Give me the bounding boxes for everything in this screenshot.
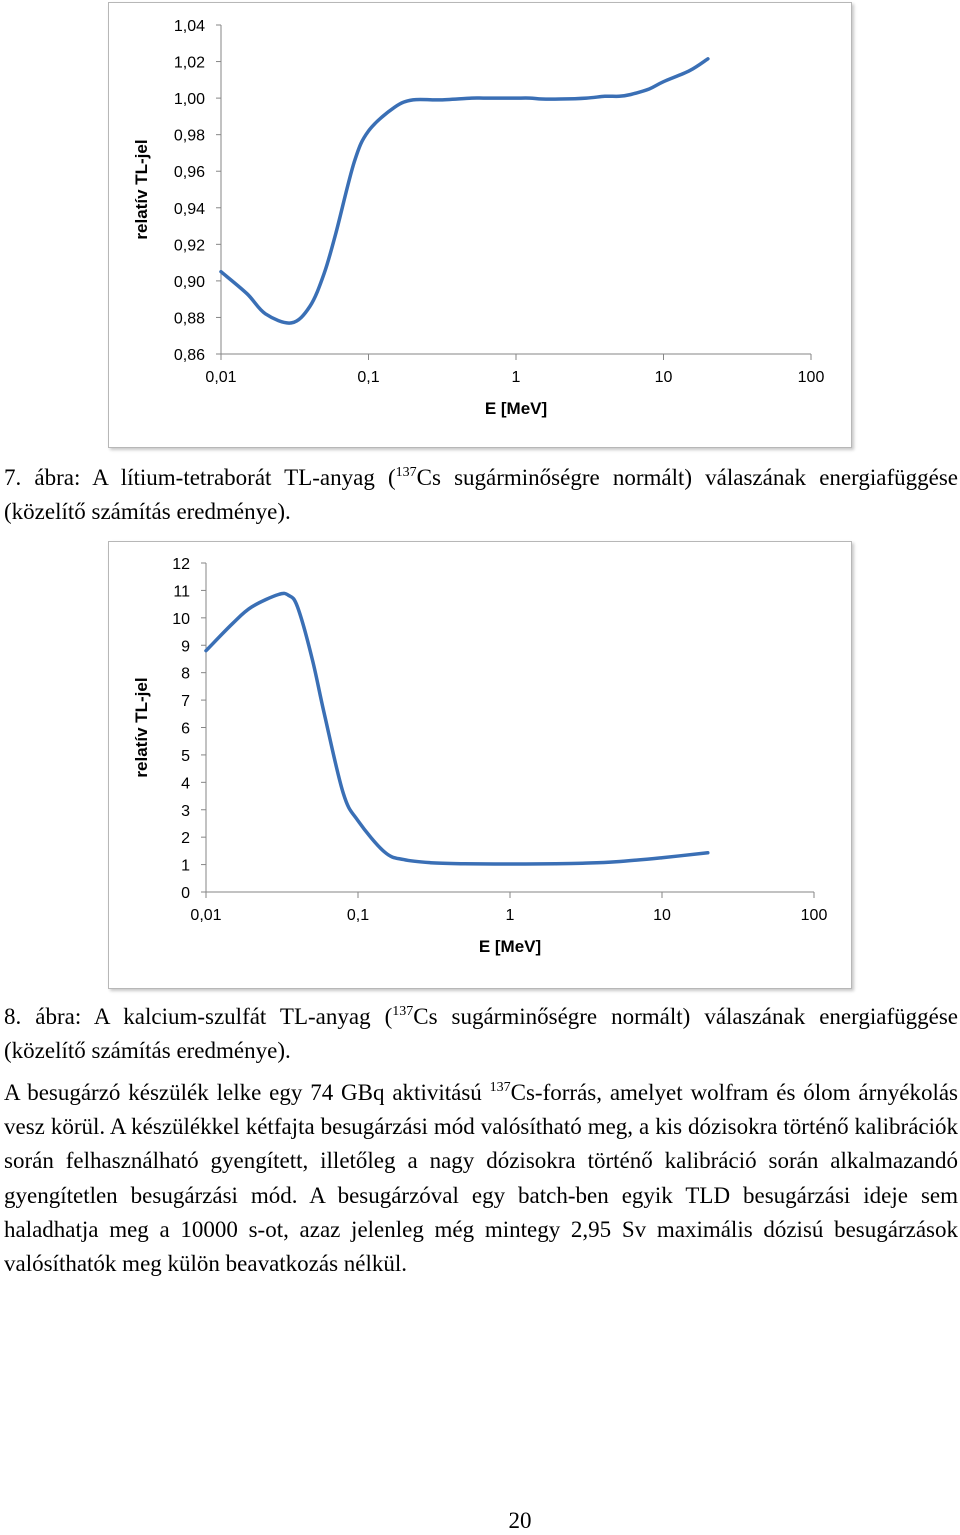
figure-7-caption-sup: 137: [395, 465, 417, 480]
data-point: [393, 106, 396, 109]
data-point: [357, 819, 360, 822]
data-point: [509, 863, 512, 866]
data-point: [231, 622, 234, 625]
body-paragraph: [4, 1076, 958, 1281]
x-axis-title: E [MeV]: [484, 399, 548, 418]
data-point: [661, 856, 664, 859]
data-point: [250, 605, 253, 608]
data-point: [648, 88, 651, 91]
y-tick-label: 0,88: [173, 310, 205, 328]
y-tick-label: 5: [181, 747, 190, 765]
data-point: [287, 594, 290, 597]
data-point: [264, 312, 267, 315]
x-tick-label: 0,1: [346, 907, 370, 924]
y-tick-label: 2: [181, 830, 190, 848]
figure-7-caption-suffix: Cs sugárminőségre normált) válaszának energiafüggése (közelítő számítás eredménye).: [4, 465, 958, 524]
x-tick-label: 0,01: [190, 907, 222, 924]
y-tick-label: 6: [181, 720, 190, 738]
data-point: [411, 98, 414, 101]
y-tick-label: 0: [181, 885, 190, 902]
y-tick-label: 0,98: [173, 127, 205, 145]
data-point: [541, 98, 544, 101]
data-point: [437, 98, 440, 101]
body-paragraph-rest: Cs-forrás, amelyet wolfram és ólom árnyékolás vesz körül. A készülékkel kétfajta besugárzási mód valósítható meg, a kis dózisokra történő kalibrációk során felhasználható gyengített, illetőleg a nagy dózisokra történő kalibráció során alkalmazandó gyengítetlen besugárzási mód. A besugárzóval egy batch-ben egyik TLD besugárzási ideje sem haladhatja meg a 10000 s-ot, azaz jelenleg még mintegy 2,95 Sv maximális dózisú besugárzások valósíthatók meg külön beavatkozás nélkül.: [4, 1080, 959, 1277]
figure-7-caption-prefix: 7. ábra: A lítium-tetraborát TL-anyag (: [4, 465, 396, 490]
data-point: [559, 98, 562, 101]
data-point: [323, 272, 326, 275]
data-point: [581, 862, 584, 865]
y-tick-label: 0,96: [173, 164, 205, 182]
data-point: [246, 292, 249, 295]
y-tick-label: 1,02: [173, 54, 205, 72]
chart-2-svg: [109, 542, 851, 988]
body-paragraph-start: A besugárzó készülék lelke egy 74 GBq aktivitású: [4, 1080, 490, 1105]
data-point: [367, 130, 370, 133]
y-tick-label: 9: [181, 638, 190, 656]
data-point: [353, 161, 356, 164]
y-tick-label: 3: [181, 802, 190, 820]
x-tick-label: 1: [505, 907, 515, 924]
data-point: [688, 69, 691, 72]
y-tick-label: 8: [181, 665, 190, 683]
y-tick-label: 0,90: [173, 273, 205, 291]
data-point: [296, 605, 299, 608]
data-point: [706, 57, 709, 60]
data-point: [463, 862, 466, 865]
data-point: [220, 270, 223, 273]
y-tick-label: 7: [181, 693, 190, 711]
series-line-2: [206, 593, 708, 864]
data-point: [323, 712, 326, 715]
y-tick-label: 0,92: [173, 237, 205, 255]
page-number: 20: [508, 1508, 532, 1533]
x-tick-label: 10: [653, 907, 671, 924]
y-tick-label: 1,04: [173, 18, 205, 35]
data-point: [585, 97, 588, 100]
chart-1-svg: [109, 3, 851, 447]
data-point: [429, 861, 432, 864]
data-point: [603, 95, 606, 98]
y-tick-label: 4: [181, 775, 190, 793]
data-point: [277, 593, 280, 596]
x-tick-label: 0,01: [205, 369, 237, 386]
x-tick-label: 1: [511, 369, 521, 386]
series-line-1: [221, 59, 708, 323]
x-tick-label: 100: [800, 907, 828, 924]
figure-8-caption-suffix: Cs sugárminőségre normált) válaszának energiafüggése (közelítő számítás eredménye).: [4, 1004, 958, 1063]
data-point: [402, 858, 405, 861]
data-point: [205, 649, 208, 652]
data-point: [290, 321, 293, 324]
x-tick-label: 100: [797, 369, 825, 386]
data-point: [334, 232, 337, 235]
data-point: [383, 851, 386, 854]
data-point: [706, 851, 709, 854]
data-point: [529, 97, 532, 100]
y-tick-label: 12: [172, 556, 190, 573]
data-point: [618, 95, 621, 98]
y-tick-label: 0,86: [173, 347, 205, 364]
chart-calcium-sulfate: [108, 541, 852, 989]
x-tick-label: 10: [654, 369, 673, 386]
data-point: [342, 792, 345, 795]
data-point: [500, 97, 503, 100]
chart-lithium-tetraborate: [108, 2, 852, 448]
data-point: [662, 80, 665, 83]
x-axis-title: E [MeV]: [478, 937, 542, 956]
y-axis-title: relatív TL-jel: [132, 677, 151, 778]
figure-7-caption: [4, 461, 958, 529]
figure-8-caption-prefix: 8. ábra: A kalcium-szulfát TL-anyag (: [4, 1004, 393, 1029]
data-point: [482, 97, 485, 100]
data-point: [554, 862, 557, 865]
body-paragraph-sup: 137: [489, 1080, 511, 1095]
data-point: [311, 658, 314, 661]
y-tick-label: 1,00: [173, 91, 205, 109]
x-tick-label: 0,1: [357, 369, 380, 386]
y-tick-label: 0,94: [173, 200, 205, 218]
data-point: [629, 93, 632, 96]
y-tick-label: 11: [173, 583, 190, 601]
data-point: [515, 97, 518, 100]
y-axis-title: relatív TL-jel: [132, 139, 151, 240]
data-point: [470, 97, 473, 100]
y-tick-label: 1: [181, 857, 190, 875]
figure-8-caption: [4, 1000, 958, 1068]
y-tick-label: 10: [172, 610, 190, 628]
figure-8-caption-sup: 137: [392, 1004, 414, 1019]
data-point: [615, 860, 618, 863]
data-point: [308, 305, 311, 308]
